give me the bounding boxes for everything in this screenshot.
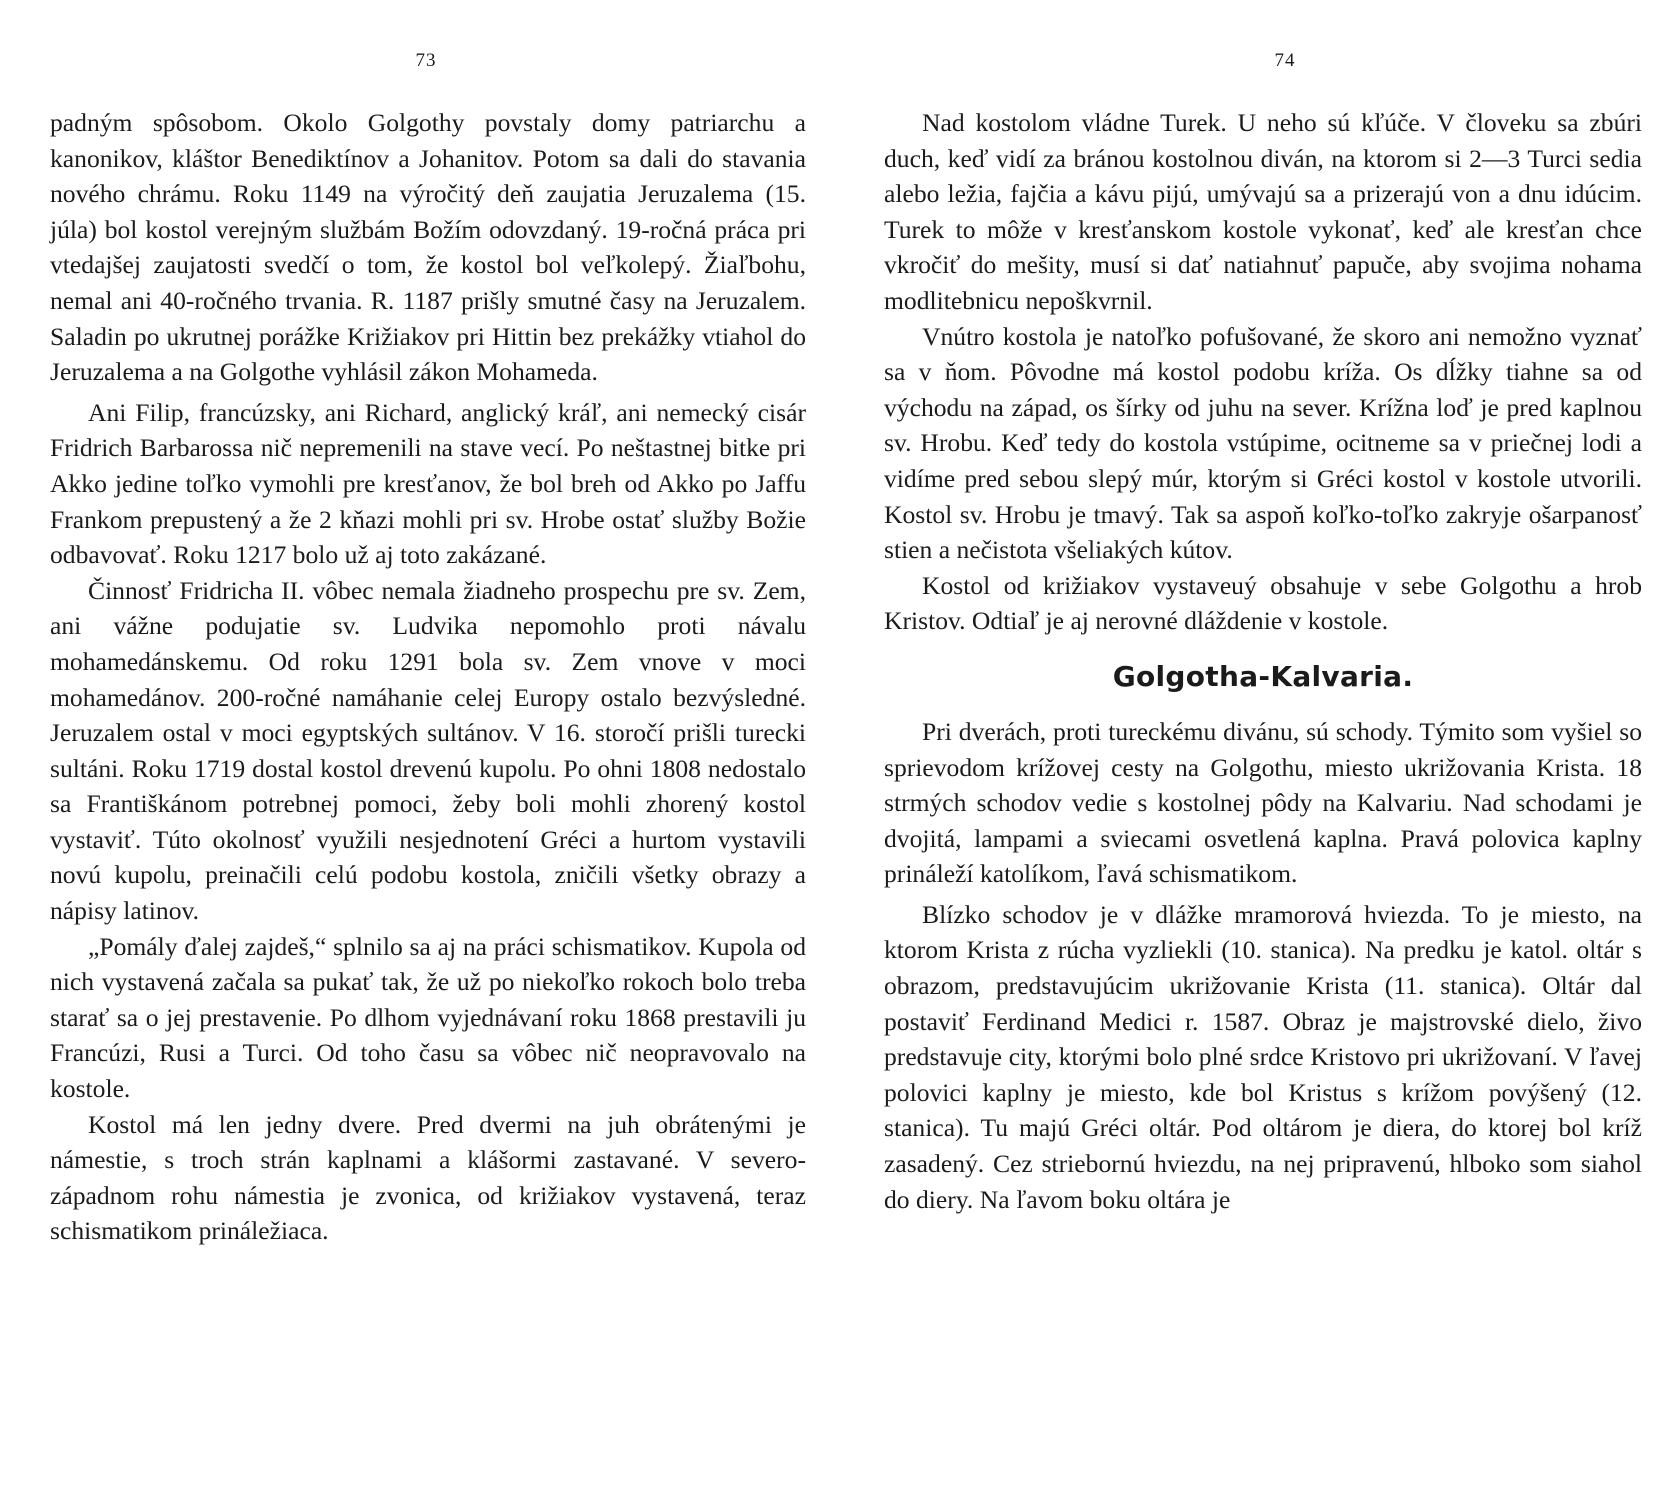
section-heading: Golgotha-Kalvaria.: [1112, 659, 1414, 693]
page-body: [50, 105, 806, 1249]
paragraph: Vnútro kostola je natoľko pofušované, že skoro ani nemožno vyznať sa v ňom. Pôvodne má kostol podobu kríža. Os dĺžky tiahne sa od východu na západ, os šírky od juhu na sever. Krížna loď je pred kaplnou sv. Hrobu. Keď tedy do kostola vstúpime, ocitneme sa v priečnej lodi a vidíme pred sebou slepý múr, ktorým si Gréci kostol v kostole utvorili. Kostol sv. Hrobu je tmavý. Tak sa aspoň koľko-toľko zakryje ošarpanosť stien a nečistota všeliakých kútov.: [884, 321, 1642, 565]
paragraph: Kostol od križiakov vystaveuý obsahuje v sebe Golgothu a hrob Kristov. Odtiaľ je aj nerovné dláždenie v kostole.: [884, 570, 1642, 636]
page-body: [884, 105, 1642, 1217]
paragraph: padným spôsobom. Okolo Golgothy povstaly domy patriarchu a kanonikov, kláštor Benediktínov a Johanitov. Potom sa dali do stavania nového chrámu. Roku 1149 na výročitý deň zaujatia Jeruzalema (15. júla) bol kostol verejným službám Božím odovzdaný. 19-ročná práca pri vtedajšej zaujatosti svedčí o tom, že kostol bol veľkolepý. Žiaľbohu, nemal ani 40-ročného trvania. R. 1187 prišly smutné časy na Jeruzalem. Saladin po ukrutnej porážke Križiakov pri Hittin bez prekážky vtiahol do Jeruzalema a na Golgothe vyhlásil zákon Mohameda.: [50, 108, 806, 387]
paragraph: Činnosť Fridricha II. vôbec nemala žiadneho prospechu pre sv. Zem, ani vážne podujatie sv. Ludvika nepomohlo proti návalu mohamedánskemu. Od roku 1291 bola sv. Zem vnove v moci mohamedánov. 200-ročné namáhanie celej Europy ostalo bezvýsledné. Jeruzalem ostal v moci egyptských sultánov. V 16. storočí prišli turecki sultáni. Roku 1719 dostal kostol drevenú kupolu. Po ohni 1808 nedostalo sa Františkánom potrebnej pomoci, žeby boli mohli zhorený kostol vystaviť. Túto okolnosť využili nesjednotení Gréci a hurtom vystavili novú kupolu, preinačili celú podobu kostola, zničili všetky obrazy a nápisy latinov.: [50, 575, 806, 926]
paragraph: Kostol má len jedny dvere. Pred dvermi na juh obrátenými je námestie, s troch strán kaplnami a klášormi zastavané. V severo-západnom rohu námestia je zvonica, od križiakov vystavená, teraz schismatikom prináležiaca.: [50, 1109, 806, 1246]
paragraph: Pri dverách, proti tureckému divánu, sú schody. Týmito som vyšiel so sprievodom krížovej cesty na Golgothu, miesto ukrižovania Krista. 18 strmých schodov vedie s kostolnej pôdy na Kalvariu. Nad schodami je dvojitá, lampami a sviecami osvetlená kaplna. Pravá polovica kaplny prináleží katolíkom, ľavá schismatikom.: [884, 716, 1642, 889]
page-number: 74: [1274, 50, 1296, 71]
paragraph: Blízko schodov je v dlážke mramorová hviezda. To je miesto, na ktorom Krista z rúcha vyzliekli (10. stanica). Na predku je katol. oltár s obrazom, predstavujúcim ukrižovanie Krista (11. stanica). Oltár dal postaviť Ferdinand Medici r. 1587. Obraz je majstrovské dielo, živo predstavuje city, ktorými bolo plné srdce Kristovo pri ukrižovaní. V ľavej polovici kaplny je miesto, kde bol Kristus s krížom povýšený (12. stanica). Tu majú Gréci oltár. Pod oltárom je diera, do ktorej bol kríž zasadený. Cez striebornú hviezdu, na nej pripravenú, hlboko som siahol do diery. Na ľavom boku oltára je: [884, 899, 1642, 1214]
page-number: 73: [415, 50, 437, 71]
paragraph: Ani Filip, francúzsky, ani Richard, anglický kráľ, ani nemecký cisár Fridrich Barbarossa nič nepremenili na stave vecí. Po neštastnej bitke pri Akko jedine toľko vymohli pre kresťanov, že bol breh od Akko po Jaffu Frankom prepustený a že 2 kňazi mohli pri sv. Hrobe ostať služby Božie odbavovať. Roku 1217 bolo už aj toto zakázané.: [50, 397, 806, 570]
paragraph: „Pomály ďalej zajdeš,“ splnilo sa aj na práci schismatikov. Kupola od nich vystavená začala sa pukať tak, že už po niekoľko rokoch bolo treba starať sa o jej prestavenie. Po dlhom vyjednávaní roku 1868 prestavili ju Francúzi, Rusi a Turci. Od toho času sa vôbec nič neopravovalo na kostole.: [50, 931, 806, 1104]
right-page: [839, 0, 1678, 1500]
paragraph: Nad kostolom vládne Turek. U neho sú kľúče. V človeku sa zbúri duch, keď vidí za bránou kostolnou diván, na ktorom si 2—3 Turci sedia alebo ležia, fajčia a kávu pijú, umývajú sa a prizerajú von a dnu idúcim. Turek to môže v kresťanskom kostole vykonať, keď ale kresťan chce vkročiť do mešity, musí si dať natiahnuť papuče, aby svojima nohama modlitebnicu nepoškvrnil.: [884, 108, 1642, 315]
